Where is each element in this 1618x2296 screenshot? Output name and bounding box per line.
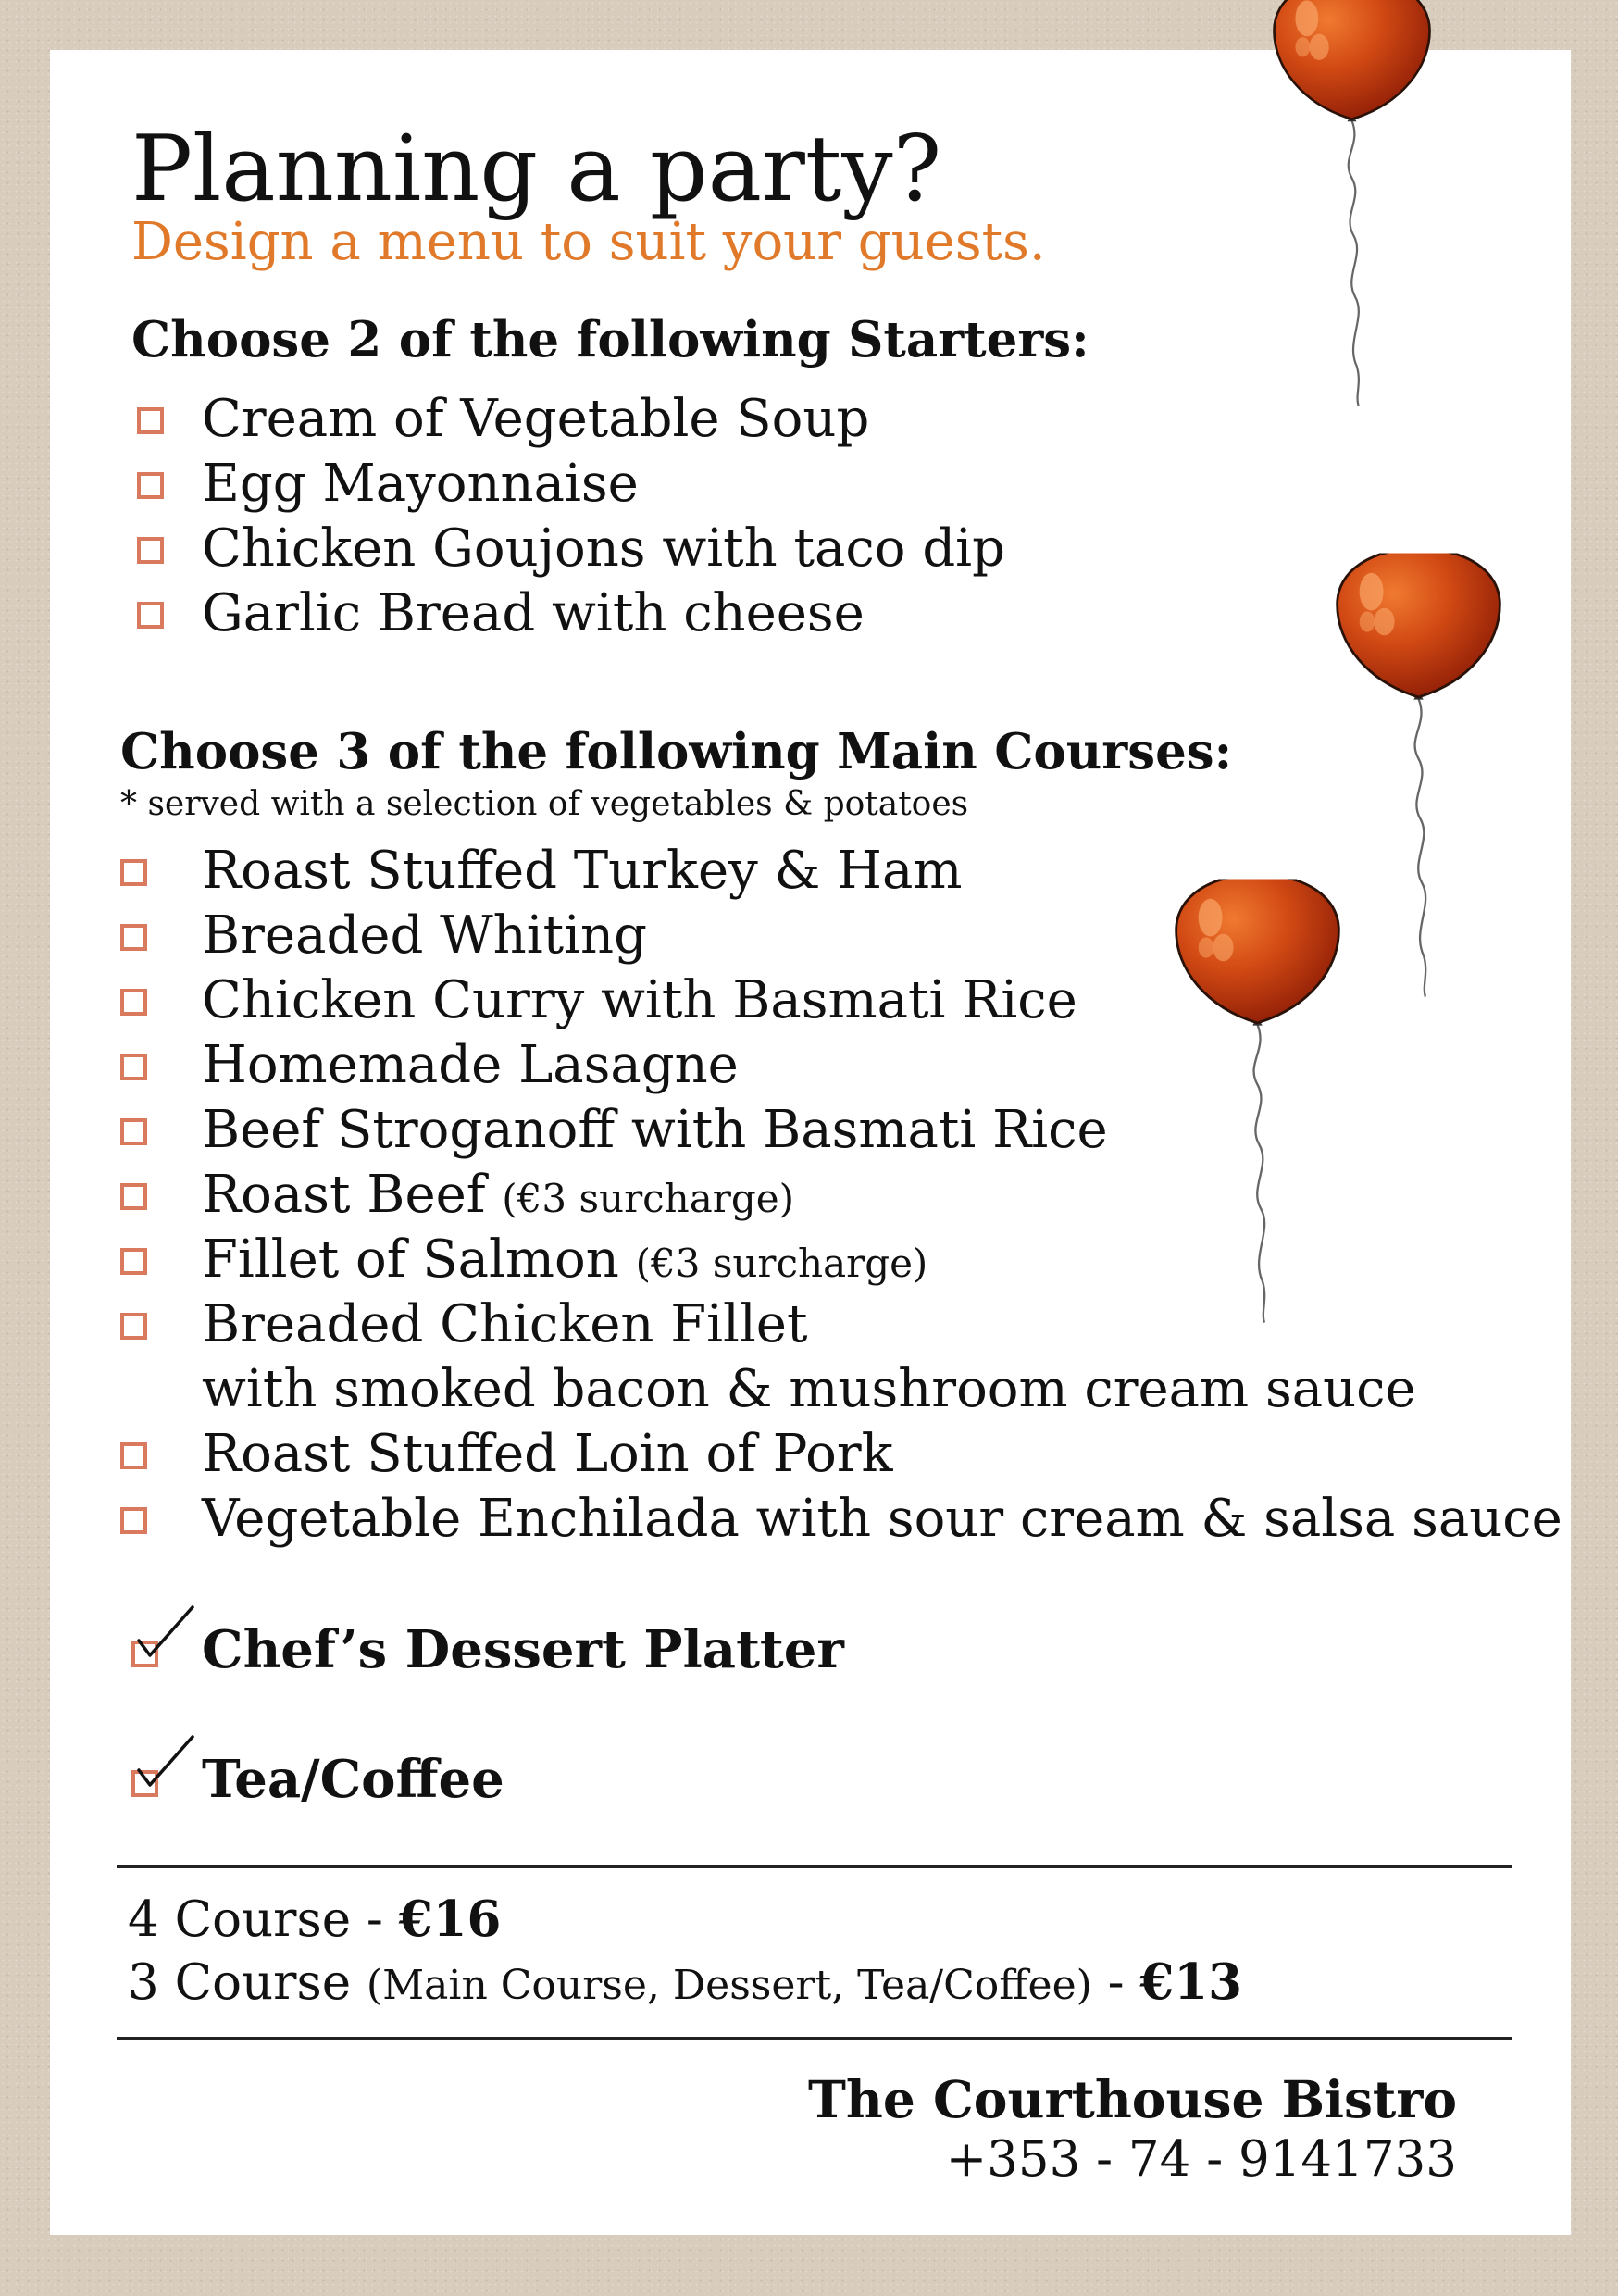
price-three-course: [128, 1952, 1242, 2016]
checkbox-icon[interactable]: [120, 1118, 147, 1145]
checkbox-icon[interactable]: [120, 1442, 147, 1469]
main-item-label: Roast Stuffed Turkey & Ham: [202, 841, 963, 901]
checkbox-icon[interactable]: [120, 1054, 147, 1080]
three-course-price: €13: [1139, 1953, 1243, 2011]
checkbox-icon[interactable]: [120, 1248, 147, 1275]
balloon-icon: [1266, 0, 1438, 407]
price-four-course: [128, 1889, 501, 1951]
price-separator: -: [1107, 1954, 1125, 2011]
surcharge-note: (€3 surcharge): [502, 1176, 794, 1221]
checkbox-icon[interactable]: [120, 1507, 147, 1534]
main-item-label: Homemade Lasagne: [202, 1035, 739, 1095]
main-item-continuation: with smoked bacon & mushroom cream sauce: [202, 1359, 1416, 1419]
starter-item-label: Egg Mayonnaise: [202, 454, 639, 514]
balloon-icon: [1333, 535, 1504, 1017]
starter-item-label: Cream of Vegetable Soup: [202, 389, 870, 449]
divider: [117, 1865, 1512, 1868]
main-item-label: Chicken Curry with Basmati Rice: [202, 970, 1077, 1030]
checkbox-icon[interactable]: [137, 537, 164, 564]
main-item-label: Vegetable Enchilada with sour cream & salsa sauce: [202, 1489, 1562, 1549]
main-item-label: Breaded Chicken Fillet: [202, 1294, 808, 1354]
main-item-label: Roast Beef: [202, 1165, 486, 1225]
page-title: Planning a party?: [131, 117, 942, 222]
mains-note: * served with a selection of vegetables & potatoes: [120, 785, 969, 823]
main-item-label: Beef Stroganoff with Basmati Rice: [202, 1100, 1108, 1160]
checkbox-icon[interactable]: [137, 407, 164, 434]
dessert-label: Chef’s Dessert Platter: [202, 1619, 844, 1680]
surcharge-note: (€3 surcharge): [635, 1241, 928, 1286]
checkmark-icon: [137, 1733, 196, 1792]
checkbox-icon[interactable]: [120, 989, 147, 1016]
three-course-label: 3 Course: [128, 1954, 352, 2011]
main-item-label: Roast Stuffed Loin of Pork: [202, 1424, 893, 1484]
three-course-detail: (Main Course, Dessert, Tea/Coffee): [366, 1962, 1092, 2009]
checkbox-icon[interactable]: [137, 602, 164, 629]
page-subtitle: Design a menu to suit your guests.: [131, 212, 1046, 272]
mains-heading: Choose 3 of the following Main Courses:: [120, 723, 1233, 780]
drinks-label: Tea/Coffee: [202, 1749, 504, 1810]
price-separator: -: [366, 1891, 383, 1948]
checkbox-icon[interactable]: [120, 924, 147, 951]
checkbox-icon[interactable]: [120, 1183, 147, 1210]
starters-heading: Choose 2 of the following Starters:: [131, 311, 1089, 368]
checkbox-icon[interactable]: [120, 859, 147, 886]
starter-item-label: Garlic Bread with cheese: [202, 583, 865, 643]
four-course-label: 4 Course: [128, 1891, 352, 1948]
divider: [117, 2037, 1512, 2040]
checkbox-icon[interactable]: [120, 1313, 147, 1340]
main-item-label: Breaded Whiting: [202, 905, 647, 966]
checkmark-icon: [137, 1603, 196, 1663]
checkbox-icon[interactable]: [137, 472, 164, 499]
four-course-price: €16: [398, 1890, 502, 1948]
main-item-label: Fillet of Salmon: [202, 1229, 619, 1290]
phone-number[interactable]: +353 - 74 - 9141733: [945, 2131, 1457, 2188]
bistro-name: The Courthouse Bistro: [807, 2069, 1457, 2129]
starter-item-label: Chicken Goujons with taco dip: [202, 518, 1005, 579]
balloon-icon: [1172, 861, 1343, 1342]
